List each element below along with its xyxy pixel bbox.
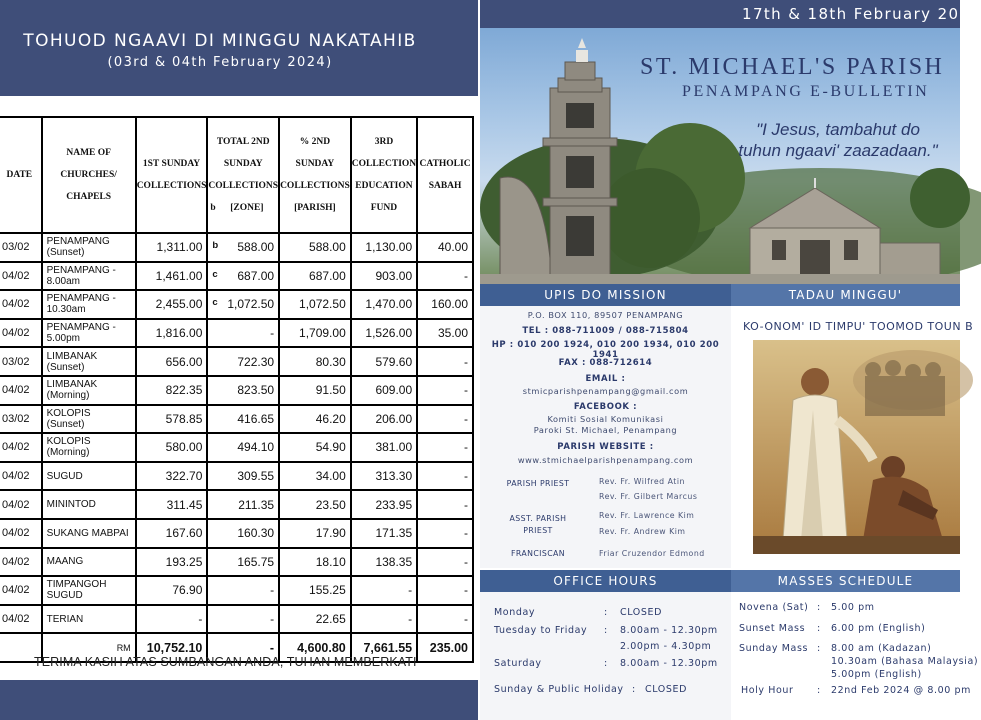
website-url[interactable]: www.stmichaelparishpenampang.com: [517, 455, 694, 465]
row-total-value: 211.35: [238, 497, 275, 512]
header-churches: NAME OF CHURCHES/ CHAPELS: [42, 117, 136, 233]
bulletin-page: [480, 0, 981, 720]
row-catholic-sabah: -: [417, 347, 473, 376]
row-third-collection: 171.35: [351, 519, 417, 548]
row-catholic-sabah: -: [417, 376, 473, 405]
office-sep: :: [632, 684, 636, 695]
collections-page: [0, 0, 478, 720]
handphone: HP : 010 200 1924, 010 200 1934, 010 200 1941: [491, 340, 720, 360]
mass-name: Sunday Mass: [739, 643, 809, 654]
row-date: 04/02: [0, 490, 42, 519]
row-third-collection: 609.00: [351, 376, 417, 405]
row-pct-second: 155.25: [279, 576, 351, 605]
row-third-collection: 381.00: [351, 433, 417, 462]
header-pct: % 2ND SUNDAY COLLECTIONS [PARISH]: [279, 117, 351, 233]
row-church: PENAMPANG - 10.30am: [42, 290, 136, 319]
row-catholic-sabah: -: [417, 605, 473, 634]
row-catholic-sabah: -: [417, 576, 473, 605]
row-total-second: [207, 376, 279, 405]
mass-time: 5.00pm (English): [831, 669, 922, 680]
row-third-collection: 1,470.00: [351, 290, 417, 319]
office-day: Tuesday to Friday: [494, 625, 588, 636]
row-first-collection: 76.90: [136, 576, 208, 605]
asst-priest-2: Rev. Fr. Andrew Kim: [599, 527, 686, 536]
row-zone-marker: c: [212, 268, 218, 280]
row-total-second: [207, 233, 279, 262]
row-church: PENAMPANG (Sunset): [42, 233, 136, 262]
collection-row: [0, 605, 473, 634]
row-date: 04/02: [0, 519, 42, 548]
row-total-value: 165.75: [237, 554, 275, 569]
header-catholic: CATHOLIC SABAH: [417, 117, 473, 233]
row-catholic-sabah: 40.00: [417, 233, 473, 262]
weekly-quote: "I Jesus, tambahut do tuhun ngaavi' zaazadaan.": [738, 120, 938, 160]
row-pct-second: 23.50: [279, 490, 351, 519]
row-first-collection: 1,816.00: [136, 319, 208, 348]
row-total-value: 160.30: [237, 526, 275, 541]
collection-row: [0, 433, 473, 462]
collection-row: [0, 376, 473, 405]
row-pct-second: 46.20: [279, 405, 351, 434]
row-pct-second: 80.30: [279, 347, 351, 376]
collections-title: TOHUOD NGAAVI DI MINGGU NAKATAHIB: [23, 31, 417, 51]
mission-contact-panel: [480, 306, 731, 568]
row-catholic-sabah: -: [417, 490, 473, 519]
row-total-value: 494.10: [237, 440, 275, 455]
header-total-label: TOTAL 2ND SUNDAY COLLECTIONS: [208, 137, 279, 191]
franciscan-name: Friar Cruzendor Edmond: [599, 549, 705, 558]
totals-label: RM: [42, 633, 136, 662]
row-pct-second: 18.10: [279, 548, 351, 577]
row-pct-second: 1,709.00: [279, 319, 351, 348]
office-day: Monday: [494, 607, 536, 618]
row-date: 04/02: [0, 319, 42, 348]
row-date: 03/02: [0, 347, 42, 376]
row-first-collection: 822.35: [136, 376, 208, 405]
header-total: [207, 117, 279, 233]
email-address[interactable]: stmicparishpenampang@gmail.com: [522, 386, 689, 396]
row-catholic-sabah: -: [417, 519, 473, 548]
row-total-value: -: [270, 612, 275, 627]
office-hours-panel: [480, 592, 731, 720]
row-third-collection: 233.95: [351, 490, 417, 519]
row-first-collection: -: [136, 605, 208, 634]
collection-row: [0, 462, 473, 491]
row-church: TERIAN: [42, 605, 136, 634]
row-first-collection: 578.85: [136, 405, 208, 434]
mass-name: Sunset Mass: [739, 623, 806, 634]
row-total-value: 722.30: [237, 354, 275, 369]
row-date: 04/02: [0, 290, 42, 319]
mass-sep: :: [817, 602, 821, 613]
row-catholic-sabah: -: [417, 548, 473, 577]
row-church: PENAMPANG - 5.00pm: [42, 319, 136, 348]
mass-sep: :: [817, 643, 821, 654]
asst-priest-label-1: ASST. PARISH: [509, 514, 567, 523]
tadau-title: KO-ONOM' ID TIMPU' TOOMOD TOUN B: [743, 320, 974, 333]
collections-table: [0, 116, 474, 663]
row-first-collection: 656.00: [136, 347, 208, 376]
row-total-value: 416.65: [237, 411, 275, 426]
row-total-second: [207, 462, 279, 491]
row-third-collection: 138.35: [351, 548, 417, 577]
row-third-collection: 903.00: [351, 262, 417, 291]
facebook-label: FACEBOOK :: [573, 402, 638, 412]
office-time: 2.00pm - 4.30pm: [620, 641, 712, 652]
website-label: PARISH WEBSITE :: [557, 442, 654, 452]
row-zone-marker: c: [212, 297, 218, 309]
collection-row: [0, 490, 473, 519]
row-pct-second: 17.90: [279, 519, 351, 548]
row-catholic-sabah: 35.00: [417, 319, 473, 348]
parish-priest-2: Rev. Fr. Gilbert Marcus: [599, 492, 698, 501]
header-total-marker: b: [210, 203, 216, 213]
asst-priest-label-2: PRIEST: [523, 526, 553, 535]
row-first-collection: 311.45: [136, 490, 208, 519]
po-box: P.O. BOX 110, 89507 PENAMPANG: [527, 310, 684, 320]
row-church: LIMBANAK (Morning): [42, 376, 136, 405]
row-total-second: [207, 519, 279, 548]
totals-third: 7,661.55: [351, 633, 417, 662]
row-first-collection: 1,461.00: [136, 262, 208, 291]
collection-row: [0, 576, 473, 605]
header-first: 1ST SUNDAY COLLECTIONS: [136, 117, 208, 233]
office-sep: :: [604, 607, 608, 618]
mass-sep: :: [817, 685, 821, 696]
row-total-second: [207, 319, 279, 348]
header-third: 3RD COLLECTION EDUCATION FUND: [351, 117, 417, 233]
row-date: 04/02: [0, 376, 42, 405]
row-date: 04/02: [0, 605, 42, 634]
row-total-value: 687.00: [237, 268, 275, 283]
row-catholic-sabah: -: [417, 433, 473, 462]
collection-row: [0, 347, 473, 376]
office-time: 8.00am - 12.30pm: [620, 625, 718, 636]
mass-time: 5.00 pm: [831, 602, 875, 613]
row-pct-second: 588.00: [279, 233, 351, 262]
asst-priest-1: Rev. Fr. Lawrence Kim: [599, 511, 695, 520]
row-catholic-sabah: 160.00: [417, 290, 473, 319]
bulletin-date: 17th & 18th February 2024: [742, 5, 981, 23]
parish-subtitle: PENAMPANG E-BULLETIN: [682, 83, 930, 100]
row-date: 04/02: [0, 548, 42, 577]
row-date: 04/02: [0, 462, 42, 491]
totals-pct: 4,600.80: [279, 633, 351, 662]
row-date: 04/02: [0, 576, 42, 605]
row-total-second: [207, 433, 279, 462]
row-date: 03/02: [0, 405, 42, 434]
collection-row: [0, 290, 473, 319]
parish-priest-label: PARISH PRIEST: [506, 479, 570, 488]
row-first-collection: 580.00: [136, 433, 208, 462]
mass-name: Holy Hour: [741, 685, 794, 696]
totals-first: 10,752.10: [136, 633, 208, 662]
collection-row: [0, 519, 473, 548]
row-catholic-sabah: -: [417, 405, 473, 434]
church-photo: [480, 28, 960, 284]
row-pct-second: 91.50: [279, 376, 351, 405]
row-first-collection: 1,311.00: [136, 233, 208, 262]
collection-row: [0, 405, 473, 434]
row-church: PENAMPANG - 8.00am: [42, 262, 136, 291]
parish-priest-1: Rev. Fr. Wilfred Atin: [599, 477, 685, 486]
telephone: TEL : 088-711009 / 088-715804: [522, 326, 689, 336]
office-day: Saturday: [494, 658, 542, 669]
row-total-value: -: [270, 326, 275, 341]
row-third-collection: 1,526.00: [351, 319, 417, 348]
email-label: EMAIL :: [585, 374, 626, 384]
row-pct-second: 34.00: [279, 462, 351, 491]
office-time: CLOSED: [645, 684, 688, 695]
masses-panel: [731, 592, 979, 720]
fax: FAX : 088-712614: [558, 358, 653, 368]
row-date: 03/02: [0, 233, 42, 262]
tadau-header: TADAU MINGGU': [731, 284, 960, 306]
collections-header: [0, 0, 478, 96]
row-pct-second: 22.65: [279, 605, 351, 634]
row-catholic-sabah: -: [417, 462, 473, 491]
row-church: LIMBANAK (Sunset): [42, 347, 136, 376]
collections-footer-bar: [0, 680, 478, 720]
mission-header: UPIS DO MISSION: [480, 284, 731, 306]
row-church: KOLOPIS (Morning): [42, 433, 136, 462]
row-church: MININTOD: [42, 490, 136, 519]
row-third-collection: -: [351, 576, 417, 605]
row-total-second: [207, 347, 279, 376]
row-total-second: [207, 290, 279, 319]
parish-name: ST. MICHAEL'S PARISH: [640, 54, 945, 80]
collection-row: [0, 233, 473, 262]
office-sep: :: [604, 658, 608, 669]
office-time: CLOSED: [620, 607, 663, 618]
collection-row: [0, 548, 473, 577]
totals-second: -: [207, 633, 279, 662]
mass-time: 6.00 pm (English): [831, 623, 926, 634]
mass-name: Novena (Sat): [739, 602, 809, 613]
collection-row: [0, 319, 473, 348]
row-pct-second: 1,072.50: [279, 290, 351, 319]
row-third-collection: 1,130.00: [351, 233, 417, 262]
header-total-zone: [ZONE]: [230, 203, 264, 213]
row-zone-marker: b: [212, 240, 219, 252]
mass-time: 22nd Feb 2024 @ 8.00 pm: [831, 685, 971, 696]
row-pct-second: 687.00: [279, 262, 351, 291]
row-total-second: [207, 548, 279, 577]
row-first-collection: 167.60: [136, 519, 208, 548]
row-total-second: [207, 405, 279, 434]
row-first-collection: 322.70: [136, 462, 208, 491]
gospel-painting: [753, 340, 960, 554]
row-total-value: 309.55: [237, 469, 275, 484]
collections-subtitle: (03rd & 04th February 2024): [107, 55, 333, 70]
row-church: SUKANG MABPAI: [42, 519, 136, 548]
facebook-line-2: Paroki St. Michael, Penampang: [533, 425, 678, 435]
row-total-value: 823.50: [237, 383, 275, 398]
franciscan-label: FRANCISCAN: [510, 549, 566, 558]
row-third-collection: 579.60: [351, 347, 417, 376]
row-total-second: [207, 576, 279, 605]
row-church: SUGUD: [42, 462, 136, 491]
mass-time: 10.30am (Bahasa Malaysia): [831, 656, 979, 667]
row-third-collection: 206.00: [351, 405, 417, 434]
row-catholic-sabah: -: [417, 262, 473, 291]
office-sep: :: [604, 625, 608, 636]
mass-time: 8.00 am (Kadazan): [831, 643, 932, 654]
office-hours-header: OFFICE HOURS: [480, 570, 731, 592]
masses-header: MASSES SCHEDULE: [731, 570, 960, 592]
row-total-second: [207, 490, 279, 519]
bulletin-date-bar: [480, 0, 981, 28]
row-third-collection: -: [351, 605, 417, 634]
row-first-collection: 2,455.00: [136, 290, 208, 319]
row-total-second: [207, 605, 279, 634]
facebook-line-1: Komiti Sosial Komunikasi: [547, 414, 664, 424]
mass-sep: :: [817, 623, 821, 634]
totals-catholic: 235.00: [417, 633, 473, 662]
row-church: TIMPANGOH SUGUD: [42, 576, 136, 605]
row-pct-second: 54.90: [279, 433, 351, 462]
row-total-value: 1,072.50: [227, 297, 275, 312]
row-date: 04/02: [0, 262, 42, 291]
office-time: 8.00am - 12.30pm: [620, 658, 718, 669]
thanks-note: TERIMA KASIH ATAS SUMBANGAN ANDA, TUHAN MEMBERKATI: [34, 655, 417, 669]
office-day: Sunday & Public Holiday: [494, 684, 624, 695]
row-first-collection: 193.25: [136, 548, 208, 577]
row-third-collection: 313.30: [351, 462, 417, 491]
row-church: KOLOPIS (Sunset): [42, 405, 136, 434]
row-total-value: -: [270, 583, 275, 598]
tadau-panel: [731, 306, 974, 568]
jesus-healing-painting: [753, 340, 960, 554]
row-church: MAANG: [42, 548, 136, 577]
row-total-second: [207, 262, 279, 291]
collection-row: [0, 262, 473, 291]
header-date: DATE: [0, 117, 42, 233]
row-total-value: 588.00: [237, 240, 275, 255]
row-date: 04/02: [0, 433, 42, 462]
